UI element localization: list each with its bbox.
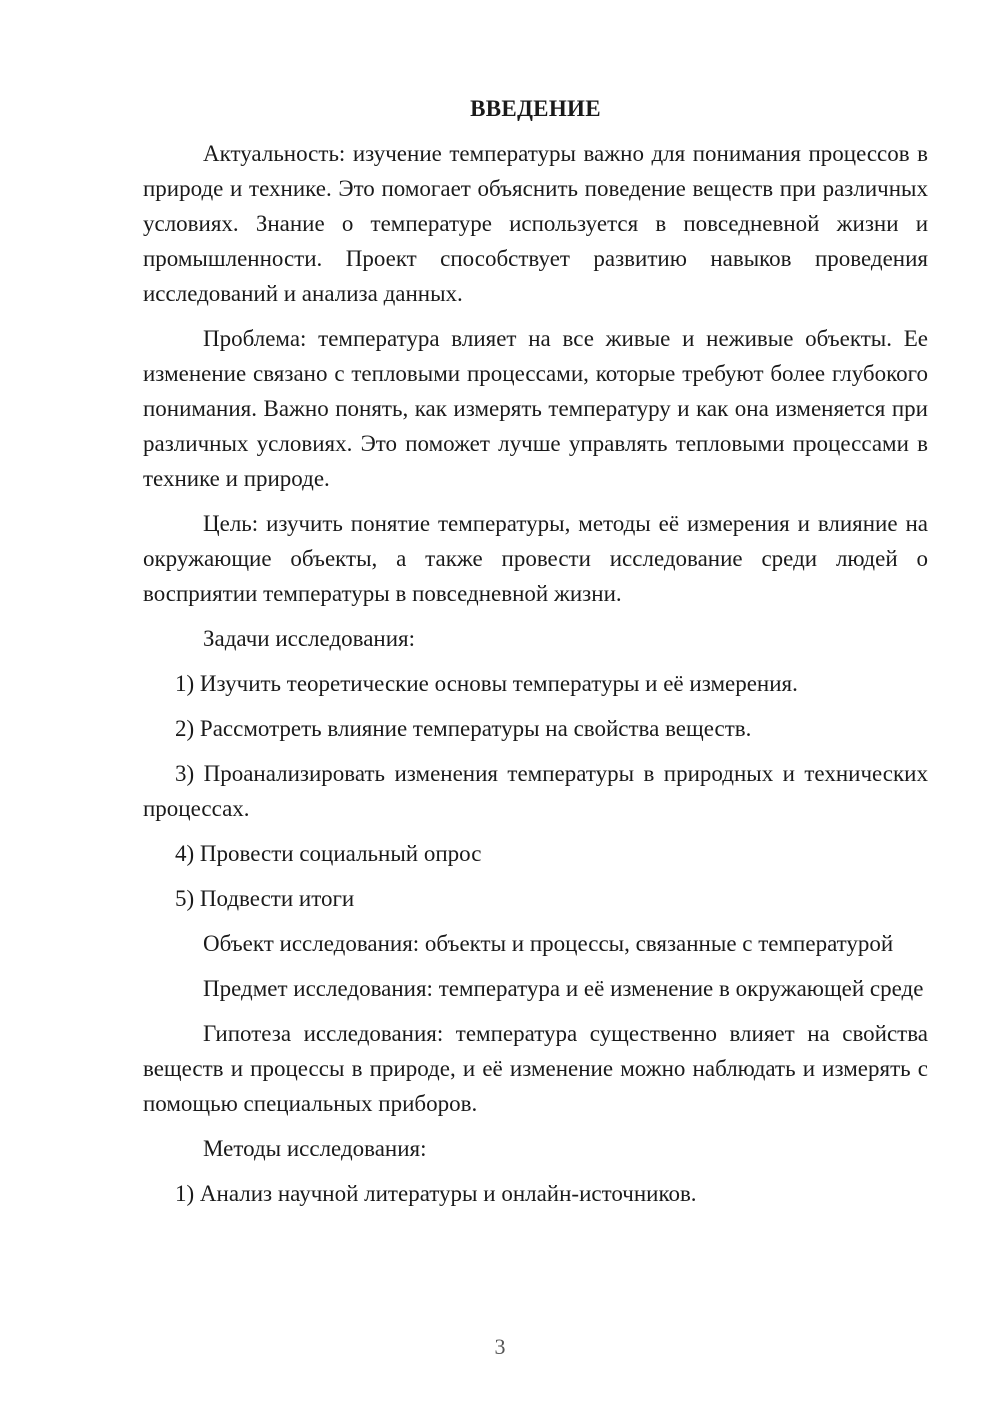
task-item: 2) Рассмотреть влияние температуры на свойства веществ. (175, 716, 752, 741)
method-item: 1) Анализ научной литературы и онлайн-источников. (175, 1181, 697, 1206)
tasks-title: Задачи исследования: (203, 626, 416, 651)
task-item: 4) Провести социальный опрос (175, 841, 482, 866)
task-item: 3) Проанализировать изменения температуры в природных и технических процессах. (143, 761, 928, 821)
page-number: 3 (494, 1334, 506, 1359)
page-title: ВВЕДЕНИЕ (470, 96, 601, 121)
hypothesis-paragraph: Гипотеза исследования: температура существенно влияет на свойства веществ и процессы в природе, и её изменение можно наблюдать и измерять с помощью специальных приборов. (143, 1021, 928, 1116)
relevance-paragraph: Актуальность: изучение температуры важно для понимания процессов в природе и технике. Это помогает объяснить поведение веществ при различных условиях. Знание о температуре используется в повседневной жизни и промышленности. Проект способствует развитию навыков проведения исследований и анализа данных. (143, 141, 928, 306)
task-item: 5) Подвести итоги (175, 886, 355, 911)
methods-title: Методы исследования: (203, 1136, 427, 1161)
object-paragraph: Объект исследования: объекты и процессы, связанные с температурой (203, 931, 894, 956)
task-item: 1) Изучить теоретические основы температуры и её измерения. (175, 671, 798, 696)
goal-paragraph: Цель: изучить понятие температуры, методы её измерения и влияние на окружающие объекты, а также провести исследование среди людей о восприятии температуры в повседневной жизни. (143, 511, 928, 606)
subject-paragraph: Предмет исследования: температура и её изменение в окружающей среде (203, 976, 924, 1001)
problem-paragraph: Проблема: температура влияет на все живые и неживые объекты. Ее изменение связано с тепловыми процессами, которые требуют более глубокого понимания. Важно понять, как измерять температуру и как она изменяется при различных условиях. Это поможет лучше управлять тепловыми процессами в технике и природе. (143, 326, 928, 491)
